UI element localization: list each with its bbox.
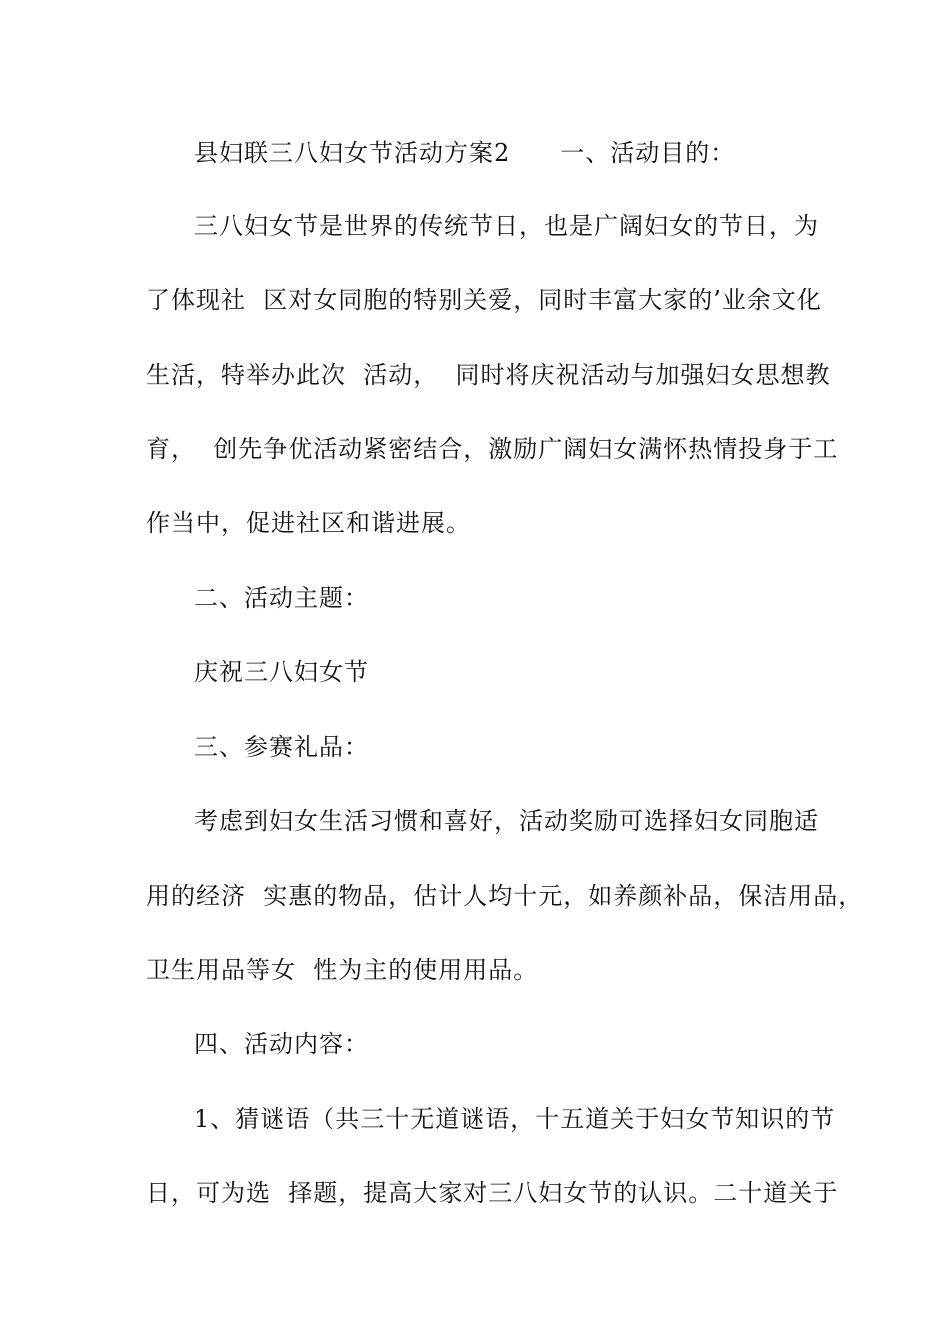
paragraph-line: 三八妇女节是世界的传统节日，也是广阔妇女的节日，为 <box>194 212 819 240</box>
section-heading: 四、活动内容： <box>194 1030 369 1058</box>
paragraph-line: 庆祝三八妇女节 <box>194 658 369 686</box>
paragraph-line: 作当中，促进社区和谐进展。 <box>146 509 471 537</box>
paragraph-line: 1、猜谜语（共三十无道谜语，十五道关于妇女节知识的节 <box>194 1105 836 1133</box>
section-heading: 二、活动主题： <box>194 584 369 612</box>
paragraph-line: 生活，特举办此次 活动， 同时将庆祝活动与加强妇女思想教 <box>146 361 831 389</box>
paragraph-line: 考虑到妇女生活习惯和喜好，活动奖励可选择妇女同胞适 <box>194 807 819 835</box>
section-heading: 三、参赛礼品： <box>194 733 369 761</box>
paragraph-line: 育， 创先争优活动紧密结合，激励广阔妇女满怀热情投身于工 <box>146 435 839 463</box>
heading-title-and-section-one: 县妇联三八妇女节活动方案2 一、活动目的： <box>194 139 736 167</box>
paragraph-line: 日，可为选 择题，提高大家对三八妇女节的认识。二十道关于 <box>146 1179 839 1207</box>
paragraph-line: 用的经济 实惠的物品，估计人均十元，如养颜补品，保洁用品， <box>146 882 864 910</box>
paragraph-line: 卫生用品等女 性为主的使用用品。 <box>146 956 539 984</box>
paragraph-line: 了体现社 区对女同胞的特别关爱，同时丰富大家的’业余文化 <box>146 286 822 314</box>
